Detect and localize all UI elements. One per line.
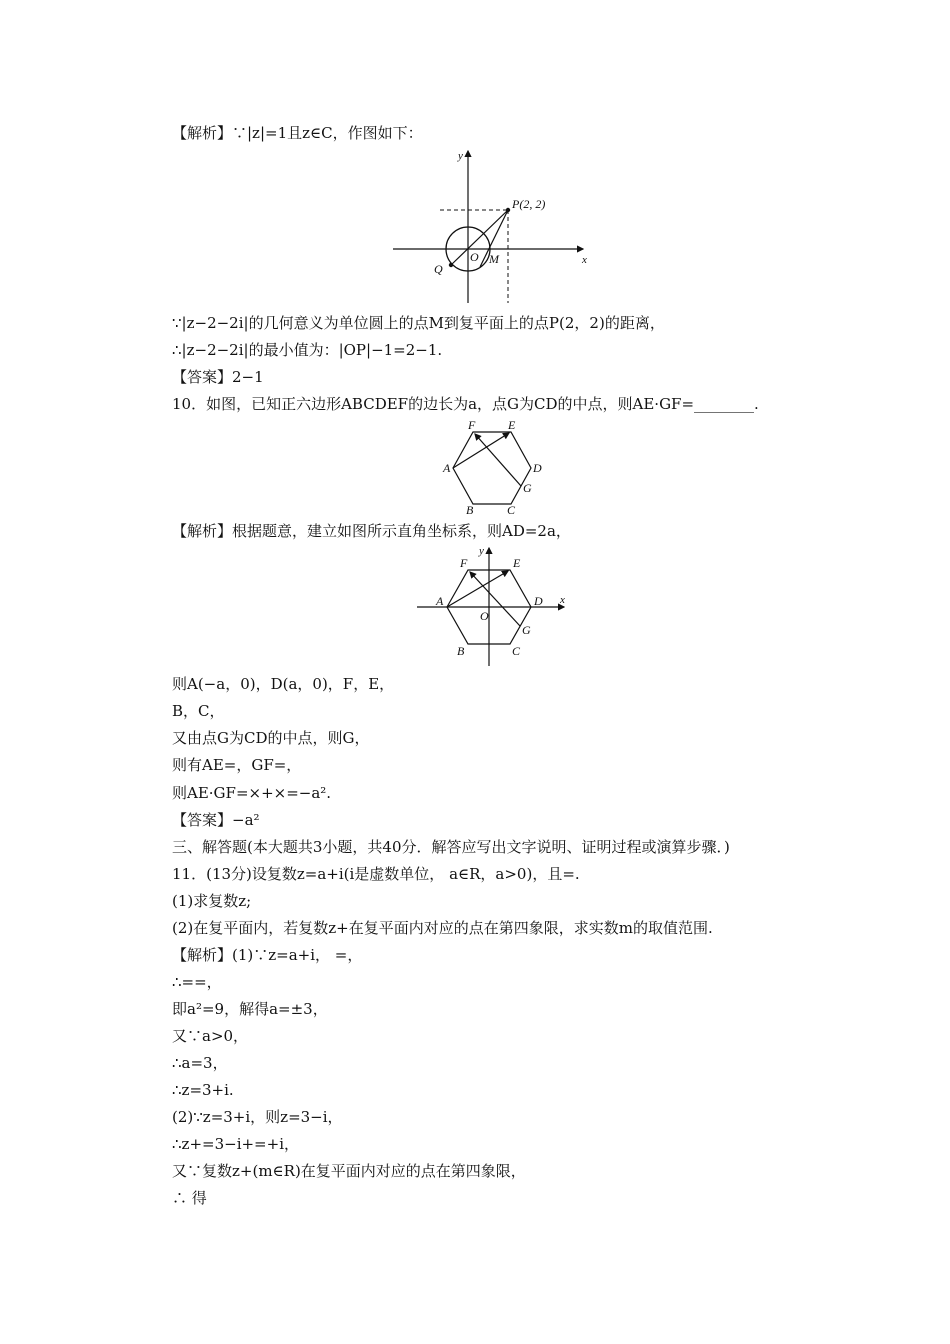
solution-10-intro: 【解析】根据题意，建立如图所示直角坐标系，则AD=2a， xyxy=(172,522,571,540)
label-o: O xyxy=(480,609,489,623)
label-x: x xyxy=(560,594,565,606)
figure-hexagon-axes xyxy=(414,542,574,668)
question-10: 10．如图，已知正六边形ABCDEF的边长为a，点G为CD的中点，则AE·GF=________. xyxy=(172,395,759,413)
vector-gf xyxy=(470,572,520,626)
label-e: E xyxy=(508,418,516,432)
answer-9: 【答案】2−1 xyxy=(172,368,264,386)
label-g: G xyxy=(523,481,532,495)
solution-10-line5: 则有AE=，GF=， xyxy=(172,756,302,774)
solution-11-line5: ∴a=3， xyxy=(172,1054,228,1072)
label-d: D xyxy=(533,461,542,475)
solution-11-line9: 又∵复数z+(m∈R)在复平面内对应的点在第四象限， xyxy=(172,1162,526,1180)
answer-10: 【答案】−a² xyxy=(172,811,260,829)
solution-9-line3: ∴|z−2−2i|的最小值为：|OP|−1=2−1. xyxy=(172,341,443,359)
label-c: C xyxy=(507,503,516,516)
solution-11-line7: (2)∵z=3+i，则z=3−i， xyxy=(172,1108,343,1126)
label-y: y xyxy=(458,150,463,162)
solution-11-line3: 即a²=9，解得a=±3， xyxy=(172,1000,328,1018)
figure-unit-circle xyxy=(388,143,598,308)
label-p: P(2, 2) xyxy=(512,197,546,211)
label-y: y xyxy=(479,545,484,557)
label-b: B xyxy=(466,503,474,516)
solution-11-line4: 又∵a>0， xyxy=(172,1027,249,1045)
label-e: E xyxy=(513,556,521,570)
solution-11-line8: ∴z+=3−i+=+i， xyxy=(172,1135,299,1153)
label-x: x xyxy=(582,254,587,266)
solution-10-line6: 则AE·GF=×+×=−a². xyxy=(172,784,332,802)
figure-hexagon xyxy=(440,418,550,516)
question-11-part1: (1)求复数z; xyxy=(172,892,252,910)
solution-10-line3: B，C， xyxy=(172,702,225,720)
label-f: F xyxy=(460,556,468,570)
label-a: A xyxy=(443,461,451,475)
point-q xyxy=(449,263,453,267)
solution-11-intro: 【解析】(1)∵z=a+i， =， xyxy=(172,946,363,964)
hexagon xyxy=(453,432,531,504)
solution-9-intro: 【解析】∵|z|=1且z∈C，作图如下： xyxy=(172,124,423,142)
label-a: A xyxy=(436,594,444,608)
label-d: D xyxy=(534,594,543,608)
label-f: F xyxy=(468,418,476,432)
solution-11-line6: ∴z=3+i. xyxy=(172,1081,234,1099)
solution-11-line2: ∴==， xyxy=(172,973,222,991)
question-11-part2: (2)在复平面内，若复数z+在复平面内对应的点在第四象限，求实数m的取值范围. xyxy=(172,919,713,937)
vector-ae xyxy=(447,571,508,607)
segment-qp xyxy=(451,210,508,265)
label-g: G xyxy=(522,623,531,637)
solution-11-line10: ∴ 得 xyxy=(172,1189,207,1207)
label-o: O xyxy=(470,250,479,264)
section-3-heading: 三、解答题(本大题共3小题，共40分．解答应写出文字说明、证明过程或演算步骤．) xyxy=(172,838,730,856)
question-11: 11．(13分)设复数z=a+i(i是虚数单位， a∈R，a>0)，且=. xyxy=(172,865,580,883)
point-p xyxy=(506,208,510,212)
solution-10-line4: 又由点G为CD的中点，则G， xyxy=(172,729,370,747)
label-q: Q xyxy=(434,262,443,276)
solution-9-line2: ∵|z−2−2i|的几何意义为单位圆上的点M到复平面上的点P(2，2)的距离， xyxy=(172,314,665,332)
label-c: C xyxy=(512,644,521,658)
label-b: B xyxy=(457,644,465,658)
label-m: M xyxy=(489,252,499,266)
vector-gf xyxy=(475,434,521,486)
solution-10-line2: 则A(−a，0)，D(a，0)，F，E， xyxy=(172,675,395,693)
